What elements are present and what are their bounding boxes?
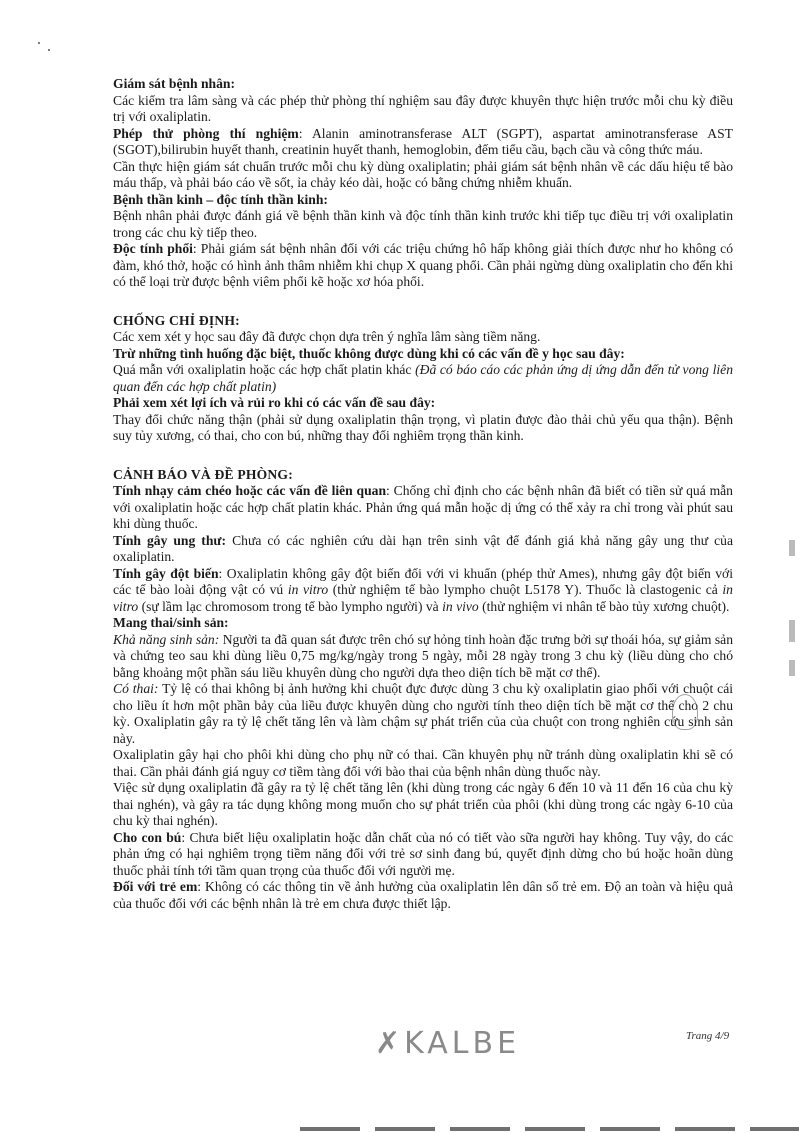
monitoring-intro: Các kiểm tra lâm sàng và các phép thử phòng thí nghiệm sau đây được khuyên thực hiện trước mỗi chu kỳ điều trị với oxaliplatin. [113,92,733,124]
children-text: : Không có các thông tin về ảnh hưởng của oxaliplatin lên dân số trẻ em. Độ an toàn và hiệu quả của thuốc đối với các bệnh nhân là trẻ em chưa được thiết lập. [113,879,733,911]
carcinogenicity-label: Tính gây ung thư: [113,532,227,548]
page-number: Trang 4/9 [686,1030,730,1042]
initial-stamp [672,694,698,730]
standard-monitoring-text: Cần thực hiện giám sát chuẩn trước mỗi chu kỳ dùng oxaliplatin; phải giám sát bệnh nhân về các dấu hiệu tế bào máu thấp, và phải báo cáo về sốt, ỉa chảy kéo dài, hoặc có bằng chứng nhiễm khuẩn. [113,158,733,190]
neuro-heading: Bệnh thần kinh – độc tính thần kinh: [113,191,328,207]
carcinogenicity-paragraph [113,533,733,566]
lab-tests-label: Phép thử phòng thí nghiệm [113,125,299,141]
cross-sensitivity-text: : Chống chỉ định cho các bệnh nhân đã biết có tiền sử quá mẫn với oxaliplatin hoặc các hợp chất platin khác. Phản ứng quá mẫn hoặc dị ứng có thể xảy ra chỉ trong vài phút sau khi dùng thuốc. [113,483,733,531]
logo-k-icon: ✗ [375,1026,405,1061]
scan-speck [48,49,50,51]
usage-effects-text: Việc sử dụng oxaliplatin đã gây ra tỷ lệ chết tăng lên (khi dùng trong các ngày 6 đến 10 và 11 đến 16 của chu kỳ thai nghén), và gây ra tác dụng không mong muốn cho sự phát triển của phôi (khi dùng trong các ngày 6-10 của chu kỳ thai nghén). [113,780,733,828]
scan-edge-mark [789,620,795,642]
breastfeeding-text: : Chưa biết liệu oxaliplatin hoặc dẫn chất của nó có tiết vào sữa người hay không. Tuy vậy, do các phản ứng có hại nghiêm trọng tiềm năng đối với trẻ sơ sinh đang bú, quyết định dừng cho bú hoặc hoãn dùng thuốc phải tính tới tầm quan trọng của thuốc đối với người mẹ. [113,829,734,878]
children-label: Đối với trẻ em [113,879,198,894]
risk-text: Thay đổi chức năng thận (phải sử dụng oxaliplatin thận trọng, vì platin được đào thải chủ yếu qua thận). Bệnh suy tủy xương, có thai, cho con bú, những thay đổi nghiêm trọng thần kinh. [113,411,733,443]
mutagenicity-text-1: : Oxaliplatin không gây đột biến đối với vi khuẩn (phép thử Ames), nhưng gây đột biến với các tế bào loài động vật có vú [113,565,733,597]
exception-italic-note: (Đã có báo cáo các phản ứng dị ứng dẫn đến tử vong liên quan đến các hợp chất platin) [113,362,734,394]
monitoring-heading: Giám sát bệnh nhân: [113,76,235,91]
exception-heading: Trừ những tình huống đặc biệt, thuốc không được dùng khi có các vấn đề y học sau đây: [113,345,625,361]
scan-bottom-line [300,1127,799,1131]
mutagenicity-italic-2: in vitro [113,582,733,614]
mutagenicity-label: Tính gây đột biến [113,565,219,581]
carcinogenicity-text: Chưa có các nghiên cứu dài hạn trên sinh vật để đánh giá khả năng gây ung thư của oxaliplatin. [113,532,733,564]
mutagenicity-text-3: (sự lầm lạc chromosom trong tế bào lympho người) và [138,598,443,614]
contraindications-heading: CHỐNG CHỈ ĐỊNH: [113,312,240,328]
exception-paragraph [113,362,733,395]
fertility-label: Khả năng sinh sản: [113,631,220,647]
scan-edge-mark [789,540,795,556]
pregnancy-paragraph [113,681,733,747]
pregnancy-text: Tỷ lệ có thai không bị ảnh hưởng khi chuột đực được dùng 3 chu kỳ oxaliplatin giao phối với chuột cái cho liều ít hơn một phần bảy của liều được khuyên dùng cho người tính theo diện tích bề mặt cơ thể cho 2 chu kỳ. Oxaliplatin gây ra tỷ lệ chết tăng lên và làm chậm sự phát triển của của chuột con trong nghiên cứu sinh sản này. [113,681,734,746]
pregnancy-label: Có thai: [113,681,159,696]
fertility-text: Người ta đã quan sát được trên chó sự hỏng tinh hoàn đặc trưng bởi sự thoái hóa, sự giảm sản và chứng teo sau khi dùng liều 0,75 mg/kg/ngày trong 5 ngày, mỗi 28 ngày trong 3 chu kỳ (liều dùng cho chó bằng khoảng một phần sáu liều khuyên dùng cho người dựa theo diện tích bề mặt cơ thể). [113,631,733,680]
contraindications-intro: Các xem xét y học sau đây đã được chọn dựa trên ý nghĩa lâm sàng tiềm năng. [113,329,541,344]
fetal-harm-text: Oxaliplatin gây hại cho phôi khi dùng cho phụ nữ có thai. Cần khuyên phụ nữ tránh dùng oxaliplatin khi sẽ có thai. Cần phải đánh giá nguy cơ tiềm tàng đối với bào thai của bệnh nhân dùng thuốc này. [113,747,733,779]
warnings-heading: CẢNH BÁO VÀ ĐỀ PHÒNG: [113,466,293,482]
lung-toxicity-paragraph [113,241,733,291]
company-logo [375,1026,520,1061]
risk-heading: Phải xem xét lợi ích và rủi ro khi có các vấn đề sau đây: [113,395,436,410]
exception-text: Quá mẫn với oxaliplatin hoặc các hợp chất platin khác [113,362,416,377]
mutagenicity-text-4: (thử nghiệm vi nhân tế bào tủy xương chuột). [478,598,730,614]
scan-edge-mark [789,660,795,676]
lab-tests-text: : Alanin aminotransferase ALT (SGPT), aspartat aminotransferase AST (SGOT),bilirubin huyết thanh, creatinin huyết thanh, hemoglobin, đếm tiểu cầu, bạch cầu và công thức máu. [113,125,733,157]
fertility-paragraph [113,632,733,682]
mutagenicity-italic-1: in vitro [287,582,329,597]
mutagenicity-italic-3: in vivo [442,598,479,614]
cross-sensitivity-label: Tính nhạy cảm chéo hoặc các vấn đề liên quan [113,483,387,498]
mutagenicity-text-2: (thử nghiệm tế bào lympho chuột L5178 Y). Thuốc là clastogenic cả [328,582,723,597]
document-body [113,76,733,912]
lung-toxicity-text: : Phải giám sát bệnh nhân đối với các triệu chứng hô hấp không giải thích được như ho không có đàm, khó thở, hoặc có hình ảnh thâm nhiễm khi chụp X quang phổi. Cần phải ngừng dùng oxaliplatin cho đến khi có thể loại trừ được bệnh viêm phổi kẽ hoặc xơ hóa phổi. [113,241,733,289]
cross-sensitivity-paragraph [113,483,733,533]
mutagenicity-paragraph [113,566,733,616]
lab-tests-paragraph [113,126,733,159]
scan-speck [38,42,40,44]
lung-toxicity-label: Độc tính phổi [113,241,193,256]
children-paragraph [113,879,733,912]
logo-text: KALBE [404,1026,521,1061]
breastfeeding-label: Cho con bú [113,829,182,845]
breastfeeding-paragraph [113,830,733,880]
neuro-text: Bệnh nhân phải được đánh giá về bệnh thần kinh và độc tính thần kinh trước khi tiếp tục điều trị với oxaliplatin trong các chu kỳ tiếp theo. [113,208,733,240]
pregnancy-heading: Mang thai/sinh sản: [113,615,229,630]
